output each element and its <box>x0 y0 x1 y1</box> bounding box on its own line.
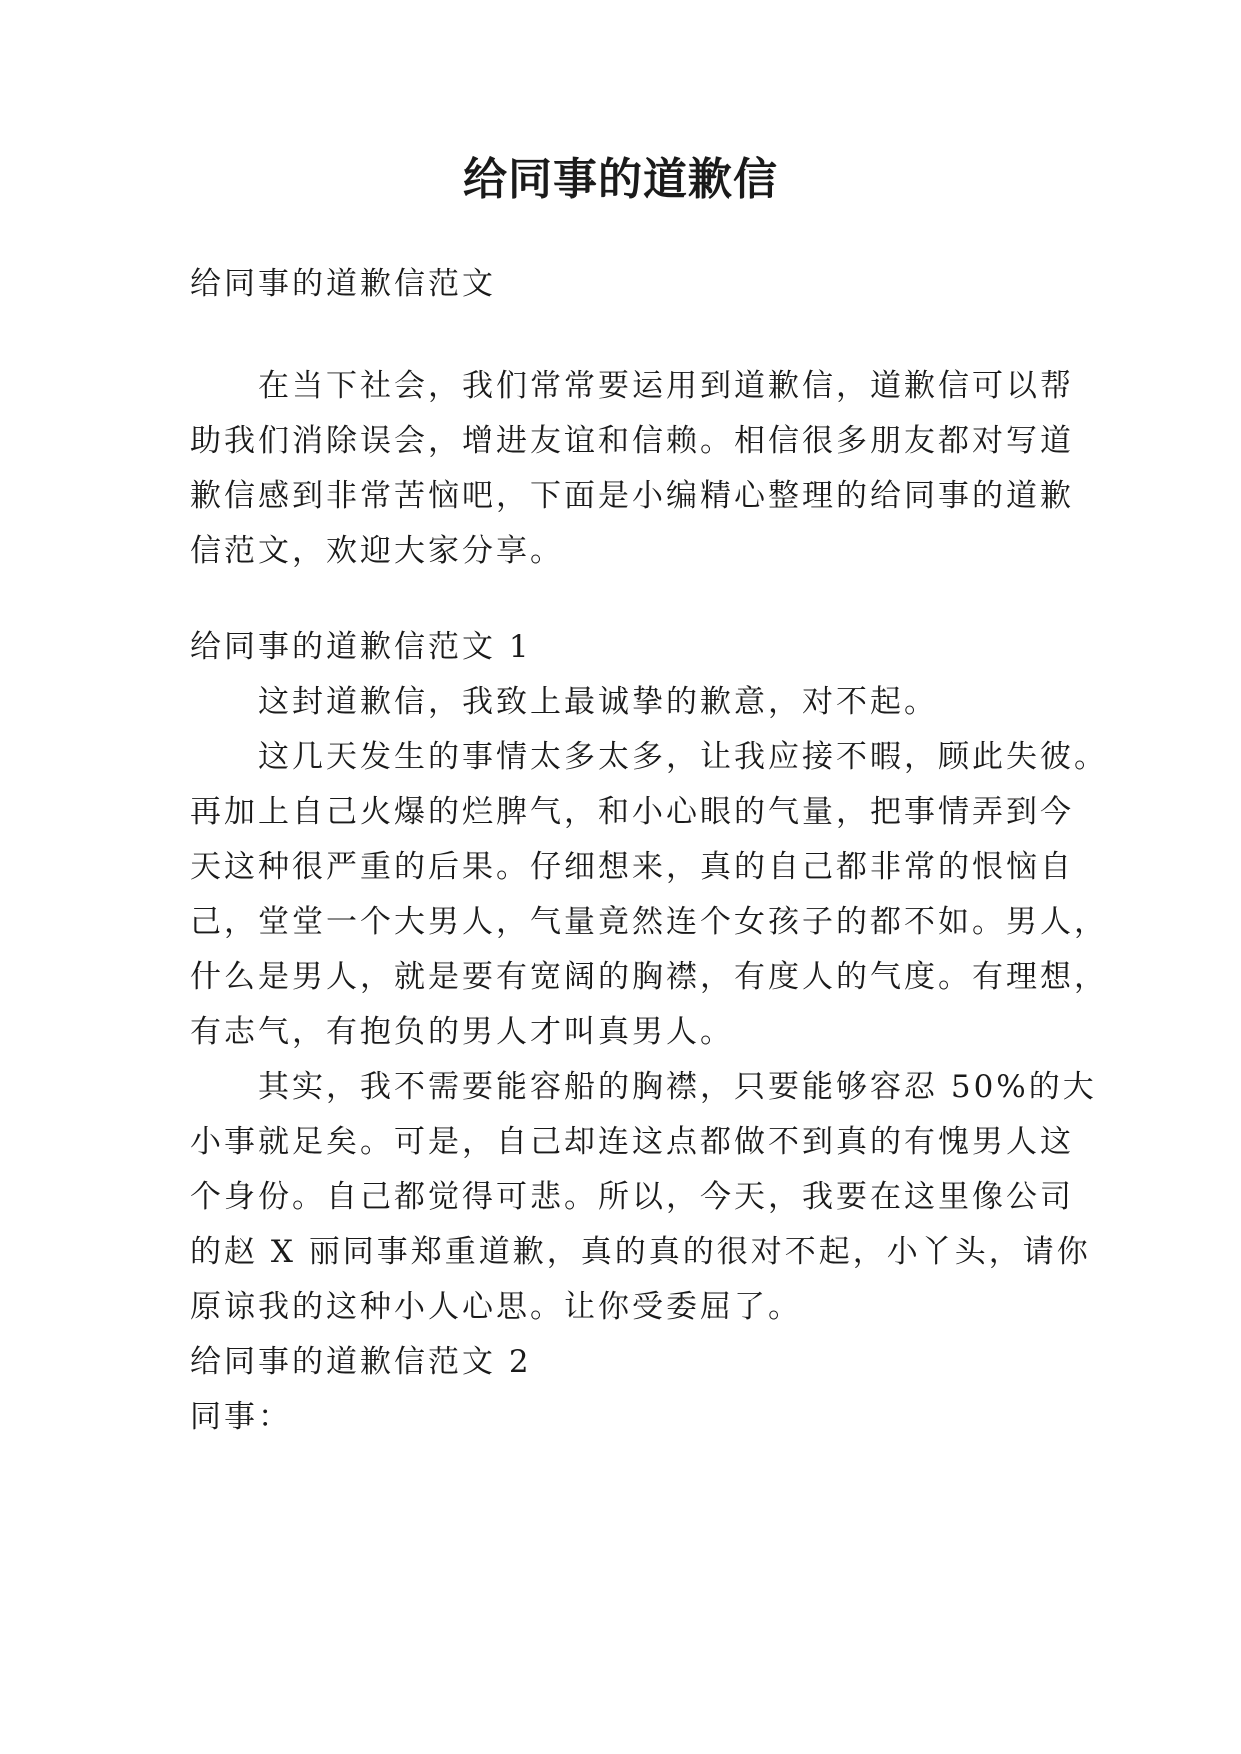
section-heading-2: 给同事的道歉信范文 2 <box>190 1344 532 1380</box>
document-subtitle: 给同事的道歉信范文 <box>190 266 496 302</box>
paragraph-line: 个身份。自己都觉得可悲。所以，今天，我要在这里像公司 <box>190 1179 1074 1215</box>
paragraph-line: 再加上自己火爆的烂脾气，和小心眼的气量，把事情弄到今 <box>190 794 1074 830</box>
paragraph-line: 这封道歉信，我致上最诚挚的歉意，对不起。 <box>258 684 938 720</box>
section-heading-1: 给同事的道歉信范文 1 <box>190 629 532 665</box>
intro-line: 在当下社会，我们常常要运用到道歉信，道歉信可以帮 <box>258 368 1074 404</box>
salutation: 同事： <box>190 1399 292 1435</box>
paragraph-line: 己，堂堂一个大男人，气量竟然连个女孩子的都不如。男人， <box>190 904 1108 940</box>
paragraph-line: 天这种很严重的后果。仔细想来，真的自己都非常的恨恼自 <box>190 849 1074 885</box>
paragraph-line: 其实，我不需要能容船的胸襟，只要能够容忍 50%的大 <box>258 1069 1097 1105</box>
paragraph-line: 原谅我的这种小人心思。让你受委屈了。 <box>190 1289 802 1325</box>
intro-line: 助我们消除误会，增进友谊和信赖。相信很多朋友都对写道 <box>190 423 1074 459</box>
paragraph-line: 有志气，有抱负的男人才叫真男人。 <box>190 1014 734 1050</box>
document-title: 给同事的道歉信 <box>463 154 778 205</box>
paragraph-line: 这几天发生的事情太多太多，让我应接不暇，顾此失彼。 <box>258 739 1108 775</box>
intro-line: 歉信感到非常苦恼吧，下面是小编精心整理的给同事的道歉 <box>190 478 1074 514</box>
intro-line: 信范文，欢迎大家分享。 <box>190 533 564 569</box>
paragraph-line: 小事就足矣。可是，自己却连这点都做不到真的有愧男人这 <box>190 1124 1074 1160</box>
paragraph-line: 的赵 X 丽同事郑重道歉，真的真的很对不起，小丫头，请你 <box>190 1234 1091 1270</box>
paragraph-line: 什么是男人，就是要有宽阔的胸襟，有度人的气度。有理想， <box>190 959 1108 995</box>
